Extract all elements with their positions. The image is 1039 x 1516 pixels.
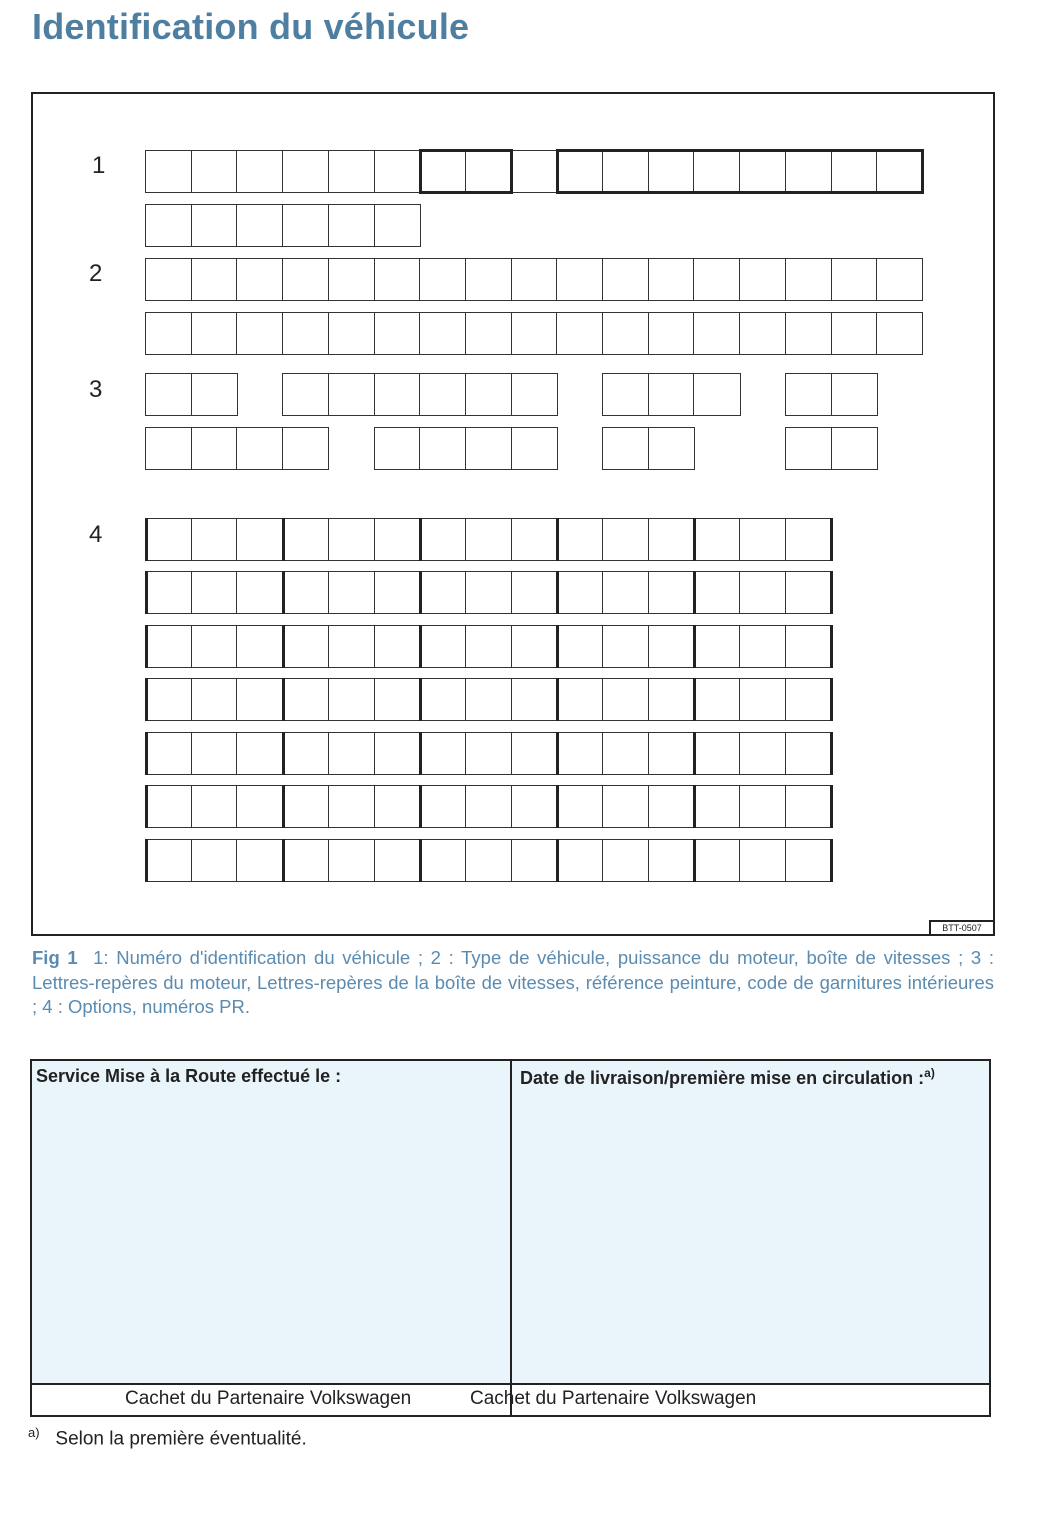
delivery-date-cell[interactable] bbox=[512, 1061, 989, 1383]
group-divider bbox=[693, 785, 696, 828]
group-divider bbox=[145, 785, 148, 828]
service-date-label: Service Mise à la Route effectué le : bbox=[36, 1066, 342, 1086]
pr-number-box[interactable] bbox=[328, 732, 375, 775]
vin-box[interactable] bbox=[328, 150, 375, 193]
pr-number-box[interactable] bbox=[739, 571, 786, 614]
type-box[interactable] bbox=[282, 312, 329, 355]
type-box[interactable] bbox=[328, 312, 375, 355]
code-box[interactable] bbox=[419, 373, 466, 416]
pr-number-box[interactable] bbox=[374, 839, 421, 882]
type-box[interactable] bbox=[282, 258, 329, 301]
group-divider bbox=[145, 732, 148, 775]
vin-box[interactable] bbox=[419, 150, 466, 193]
group-divider bbox=[693, 518, 696, 561]
pr-number-box[interactable] bbox=[236, 571, 283, 614]
pr-number-box[interactable] bbox=[511, 785, 558, 828]
group-divider bbox=[282, 571, 285, 614]
code-box[interactable] bbox=[648, 427, 695, 470]
vin-box[interactable] bbox=[876, 150, 923, 193]
pr-number-box[interactable] bbox=[374, 732, 421, 775]
group-divider bbox=[556, 518, 559, 561]
pr-number-box[interactable] bbox=[328, 678, 375, 721]
type-box[interactable] bbox=[145, 258, 192, 301]
service-table bbox=[30, 1059, 991, 1417]
pr-number-box[interactable] bbox=[374, 518, 421, 561]
pr-number-box[interactable] bbox=[236, 732, 283, 775]
footnote-marker: a) bbox=[28, 1425, 40, 1440]
group-divider bbox=[419, 839, 422, 882]
pr-number-box[interactable] bbox=[556, 785, 603, 828]
pr-number-box[interactable] bbox=[465, 625, 512, 668]
pr-number-box[interactable] bbox=[191, 785, 238, 828]
pr-number-box[interactable] bbox=[374, 678, 421, 721]
group-divider bbox=[282, 625, 285, 668]
pr-number-box[interactable] bbox=[648, 785, 695, 828]
code-box[interactable] bbox=[511, 427, 558, 470]
pr-number-box[interactable] bbox=[602, 732, 649, 775]
type-box[interactable] bbox=[739, 258, 786, 301]
group-divider bbox=[830, 839, 833, 882]
group-divider bbox=[282, 518, 285, 561]
pr-number-box[interactable] bbox=[785, 678, 832, 721]
code-box[interactable] bbox=[191, 373, 238, 416]
type-box[interactable] bbox=[511, 258, 558, 301]
type-box[interactable] bbox=[511, 312, 558, 355]
pr-number-box[interactable] bbox=[465, 839, 512, 882]
type-box[interactable] bbox=[374, 312, 421, 355]
pr-number-box[interactable] bbox=[282, 625, 329, 668]
vin-box[interactable] bbox=[511, 150, 558, 193]
pr-number-box[interactable] bbox=[648, 625, 695, 668]
group-divider bbox=[556, 571, 559, 614]
group-divider bbox=[145, 571, 148, 614]
type-box[interactable] bbox=[739, 312, 786, 355]
pr-number-box[interactable] bbox=[556, 678, 603, 721]
vin-box[interactable] bbox=[191, 204, 238, 247]
pr-number-box[interactable] bbox=[374, 625, 421, 668]
type-box[interactable] bbox=[374, 258, 421, 301]
pr-number-box[interactable] bbox=[145, 571, 192, 614]
pr-number-box[interactable] bbox=[511, 625, 558, 668]
code-box[interactable] bbox=[282, 373, 329, 416]
code-box[interactable] bbox=[465, 373, 512, 416]
type-box[interactable] bbox=[191, 258, 238, 301]
code-box[interactable] bbox=[145, 373, 192, 416]
pr-number-box[interactable] bbox=[236, 839, 283, 882]
vin-box[interactable] bbox=[282, 204, 329, 247]
page-title: Identification du véhicule bbox=[32, 6, 470, 47]
footnote-text: Selon la première éventualité. bbox=[55, 1428, 307, 1450]
pr-number-box[interactable] bbox=[785, 839, 832, 882]
pr-number-box[interactable] bbox=[511, 839, 558, 882]
pr-number-box[interactable] bbox=[145, 732, 192, 775]
group-divider bbox=[830, 678, 833, 721]
pr-number-box[interactable] bbox=[419, 839, 466, 882]
pr-number-box[interactable] bbox=[191, 732, 238, 775]
vin-box[interactable] bbox=[465, 150, 512, 193]
pr-number-box[interactable] bbox=[328, 571, 375, 614]
pr-number-box[interactable] bbox=[465, 678, 512, 721]
pr-number-box[interactable] bbox=[739, 732, 786, 775]
type-box[interactable] bbox=[693, 312, 740, 355]
pr-number-box[interactable] bbox=[602, 678, 649, 721]
section-number-4: 4 bbox=[89, 521, 103, 548]
pr-number-box[interactable] bbox=[419, 625, 466, 668]
type-box[interactable] bbox=[465, 258, 512, 301]
pr-number-box[interactable] bbox=[785, 625, 832, 668]
section-number-2: 2 bbox=[89, 260, 103, 287]
pr-number-box[interactable] bbox=[785, 732, 832, 775]
group-divider bbox=[556, 625, 559, 668]
code-box[interactable] bbox=[602, 427, 649, 470]
pr-number-box[interactable] bbox=[511, 732, 558, 775]
group-divider bbox=[419, 625, 422, 668]
pr-number-box[interactable] bbox=[374, 785, 421, 828]
pr-number-box[interactable] bbox=[556, 839, 603, 882]
group-divider bbox=[830, 732, 833, 775]
section-number-3: 3 bbox=[89, 376, 103, 403]
pr-number-box[interactable] bbox=[328, 625, 375, 668]
type-box[interactable] bbox=[693, 258, 740, 301]
type-box[interactable] bbox=[648, 258, 695, 301]
vin-box[interactable] bbox=[191, 150, 238, 193]
pr-number-box[interactable] bbox=[693, 678, 740, 721]
code-box[interactable] bbox=[511, 373, 558, 416]
pr-number-box[interactable] bbox=[328, 518, 375, 561]
group-divider bbox=[556, 678, 559, 721]
pr-number-box[interactable] bbox=[465, 518, 512, 561]
pr-number-box[interactable] bbox=[556, 518, 603, 561]
pr-number-box[interactable] bbox=[693, 571, 740, 614]
pr-number-box[interactable] bbox=[419, 785, 466, 828]
pr-number-box[interactable] bbox=[419, 678, 466, 721]
pr-number-box[interactable] bbox=[693, 732, 740, 775]
stamp-label-left: Cachet du Partenaire Volkswagen bbox=[125, 1388, 412, 1409]
pr-number-box[interactable] bbox=[556, 625, 603, 668]
type-box[interactable] bbox=[602, 312, 649, 355]
pr-number-box[interactable] bbox=[739, 625, 786, 668]
figure-caption bbox=[32, 946, 994, 1020]
caption-text: 1: Numéro d'identification du véhicule ; 2 : Type de véhicule, puissance du moteur, boîte de vitesses ; 3 : Lettres-repères du moteur, Lettres-repères de la boîte de vitesses, référence peinture, code de garnitures intérieures ; 4 : Options, numéros PR. bbox=[32, 947, 995, 1017]
pr-number-box[interactable] bbox=[419, 571, 466, 614]
group-divider bbox=[693, 839, 696, 882]
pr-number-box[interactable] bbox=[602, 518, 649, 561]
type-box[interactable] bbox=[145, 312, 192, 355]
pr-number-box[interactable] bbox=[191, 625, 238, 668]
type-box[interactable] bbox=[785, 312, 832, 355]
vin-box[interactable] bbox=[693, 150, 740, 193]
code-box[interactable] bbox=[831, 427, 878, 470]
pr-number-box[interactable] bbox=[282, 518, 329, 561]
pr-number-box[interactable] bbox=[693, 518, 740, 561]
group-divider bbox=[145, 518, 148, 561]
type-box[interactable] bbox=[556, 312, 603, 355]
type-box[interactable] bbox=[419, 312, 466, 355]
service-date-cell[interactable] bbox=[32, 1061, 512, 1383]
pr-number-box[interactable] bbox=[739, 839, 786, 882]
group-divider bbox=[830, 625, 833, 668]
pr-number-box[interactable] bbox=[648, 571, 695, 614]
type-box[interactable] bbox=[236, 312, 283, 355]
pr-number-box[interactable] bbox=[282, 571, 329, 614]
pr-number-box[interactable] bbox=[785, 571, 832, 614]
pr-number-box[interactable] bbox=[282, 732, 329, 775]
group-divider bbox=[556, 732, 559, 775]
type-box[interactable] bbox=[465, 312, 512, 355]
vin-box[interactable] bbox=[739, 150, 786, 193]
pr-number-box[interactable] bbox=[465, 571, 512, 614]
pr-number-box[interactable] bbox=[648, 678, 695, 721]
pr-number-box[interactable] bbox=[511, 571, 558, 614]
type-box[interactable] bbox=[328, 258, 375, 301]
pr-number-box[interactable] bbox=[511, 518, 558, 561]
vin-box[interactable] bbox=[374, 150, 421, 193]
vin-box[interactable] bbox=[145, 204, 192, 247]
pr-number-box[interactable] bbox=[282, 785, 329, 828]
vin-box[interactable] bbox=[145, 150, 192, 193]
group-divider bbox=[419, 678, 422, 721]
code-box[interactable] bbox=[374, 427, 421, 470]
group-divider bbox=[145, 625, 148, 668]
vin-box[interactable] bbox=[556, 150, 603, 193]
pr-number-box[interactable] bbox=[282, 678, 329, 721]
type-box[interactable] bbox=[876, 312, 923, 355]
vin-box[interactable] bbox=[648, 150, 695, 193]
type-box[interactable] bbox=[648, 312, 695, 355]
pr-number-box[interactable] bbox=[785, 785, 832, 828]
vin-box[interactable] bbox=[602, 150, 649, 193]
pr-number-box[interactable] bbox=[785, 518, 832, 561]
type-box[interactable] bbox=[191, 312, 238, 355]
vin-box[interactable] bbox=[236, 204, 283, 247]
pr-number-box[interactable] bbox=[556, 732, 603, 775]
group-divider bbox=[282, 678, 285, 721]
code-box[interactable] bbox=[785, 427, 832, 470]
group-divider bbox=[693, 625, 696, 668]
type-box[interactable] bbox=[831, 312, 878, 355]
type-box[interactable] bbox=[556, 258, 603, 301]
group-divider bbox=[830, 518, 833, 561]
pr-number-box[interactable] bbox=[602, 625, 649, 668]
figure-reference: BTT-0507 bbox=[929, 920, 995, 936]
pr-number-box[interactable] bbox=[693, 785, 740, 828]
group-divider bbox=[830, 571, 833, 614]
code-box[interactable] bbox=[831, 373, 878, 416]
group-divider bbox=[693, 732, 696, 775]
group-divider bbox=[282, 732, 285, 775]
group-divider bbox=[145, 678, 148, 721]
code-box[interactable] bbox=[145, 427, 192, 470]
group-divider bbox=[693, 678, 696, 721]
vin-box[interactable] bbox=[374, 204, 421, 247]
group-divider bbox=[145, 839, 148, 882]
pr-number-box[interactable] bbox=[465, 785, 512, 828]
footnote bbox=[28, 1425, 307, 1450]
group-divider bbox=[830, 785, 833, 828]
pr-number-box[interactable] bbox=[191, 839, 238, 882]
type-box[interactable] bbox=[876, 258, 923, 301]
pr-number-box[interactable] bbox=[693, 625, 740, 668]
code-box[interactable] bbox=[602, 373, 649, 416]
code-box[interactable] bbox=[374, 373, 421, 416]
code-box[interactable] bbox=[785, 373, 832, 416]
group-divider bbox=[556, 785, 559, 828]
pr-number-box[interactable] bbox=[236, 678, 283, 721]
caption-label: Fig 1 bbox=[32, 947, 78, 968]
stamp-label-right: Cachet du Partenaire Volkswagen bbox=[470, 1388, 757, 1409]
vin-box[interactable] bbox=[831, 150, 878, 193]
group-divider bbox=[419, 518, 422, 561]
code-box[interactable] bbox=[648, 373, 695, 416]
pr-number-box[interactable] bbox=[236, 625, 283, 668]
group-divider bbox=[282, 839, 285, 882]
pr-number-box[interactable] bbox=[236, 785, 283, 828]
pr-number-box[interactable] bbox=[191, 518, 238, 561]
pr-number-box[interactable] bbox=[145, 839, 192, 882]
type-box[interactable] bbox=[831, 258, 878, 301]
pr-number-box[interactable] bbox=[648, 839, 695, 882]
pr-number-box[interactable] bbox=[145, 678, 192, 721]
code-box[interactable] bbox=[419, 427, 466, 470]
code-box[interactable] bbox=[693, 373, 740, 416]
pr-number-box[interactable] bbox=[328, 839, 375, 882]
footnote-ref: a) bbox=[924, 1066, 935, 1080]
pr-number-box[interactable] bbox=[602, 785, 649, 828]
group-divider bbox=[556, 839, 559, 882]
pr-number-box[interactable] bbox=[511, 678, 558, 721]
pr-number-box[interactable] bbox=[191, 571, 238, 614]
pr-number-box[interactable] bbox=[739, 678, 786, 721]
group-divider bbox=[419, 732, 422, 775]
code-box[interactable] bbox=[191, 427, 238, 470]
pr-number-box[interactable] bbox=[145, 625, 192, 668]
code-box[interactable] bbox=[328, 373, 375, 416]
pr-number-box[interactable] bbox=[145, 785, 192, 828]
pr-number-box[interactable] bbox=[739, 785, 786, 828]
code-box[interactable] bbox=[236, 427, 283, 470]
group-divider bbox=[693, 571, 696, 614]
group-divider bbox=[419, 571, 422, 614]
group-divider bbox=[282, 785, 285, 828]
pr-number-box[interactable] bbox=[282, 839, 329, 882]
vin-box[interactable] bbox=[785, 150, 832, 193]
pr-number-box[interactable] bbox=[419, 732, 466, 775]
pr-number-box[interactable] bbox=[236, 518, 283, 561]
vin-box[interactable] bbox=[236, 150, 283, 193]
type-box[interactable] bbox=[236, 258, 283, 301]
delivery-date-label: Date de livraison/première mise en circulation : bbox=[520, 1068, 925, 1088]
pr-number-box[interactable] bbox=[602, 571, 649, 614]
type-box[interactable] bbox=[419, 258, 466, 301]
code-box[interactable] bbox=[465, 427, 512, 470]
pr-number-box[interactable] bbox=[648, 732, 695, 775]
pr-number-box[interactable] bbox=[328, 785, 375, 828]
pr-number-box[interactable] bbox=[145, 518, 192, 561]
pr-number-box[interactable] bbox=[693, 839, 740, 882]
pr-number-box[interactable] bbox=[374, 571, 421, 614]
pr-number-box[interactable] bbox=[419, 518, 466, 561]
type-box[interactable] bbox=[602, 258, 649, 301]
type-box[interactable] bbox=[785, 258, 832, 301]
pr-number-box[interactable] bbox=[556, 571, 603, 614]
code-box[interactable] bbox=[282, 427, 329, 470]
group-divider bbox=[419, 785, 422, 828]
pr-number-box[interactable] bbox=[739, 518, 786, 561]
pr-number-box[interactable] bbox=[465, 732, 512, 775]
pr-number-box[interactable] bbox=[602, 839, 649, 882]
pr-number-box[interactable] bbox=[191, 678, 238, 721]
vin-box[interactable] bbox=[282, 150, 329, 193]
vin-box[interactable] bbox=[328, 204, 375, 247]
section-number-1: 1 bbox=[92, 152, 106, 179]
pr-number-box[interactable] bbox=[648, 518, 695, 561]
